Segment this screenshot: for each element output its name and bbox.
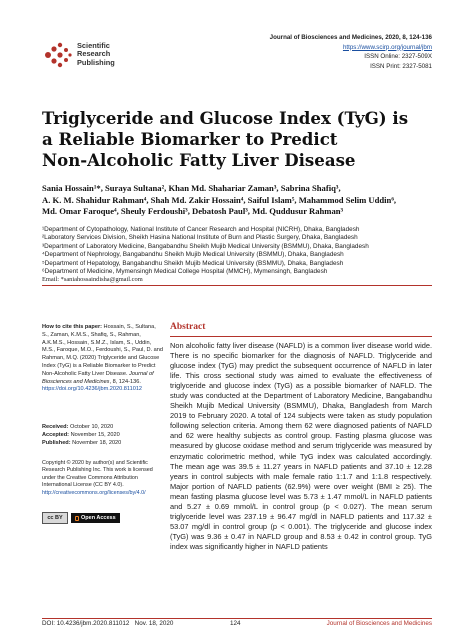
abstract-divider xyxy=(170,336,432,337)
issn-print: ISSN Print: 2327-5081 xyxy=(370,62,432,70)
received-label: Received: xyxy=(42,424,69,430)
header-divider xyxy=(42,285,432,286)
license-link[interactable]: http://creativecommons.org/licenses/by/4.0/ xyxy=(42,489,146,496)
citation-label: How to cite this paper: xyxy=(42,324,102,330)
authors-line-2: A. K. M. Shahidur Rahman⁴, Shah Md. Zakir Hossain⁴, Saiful Islam⁵, Mahammod Selim Uddin⁶, xyxy=(42,194,397,205)
authors-line-1: Sania Hossain¹*, Suraya Sultana², Khan Md. Shahariar Zaman³, Sabrina Shafiq³, xyxy=(42,183,341,193)
open-access-badge xyxy=(71,513,120,523)
citation-journal: Journal of Biosciences and Medicines xyxy=(42,370,154,385)
publisher-line-2: Research xyxy=(77,49,111,59)
issn-online: ISSN Online: 2327-509X xyxy=(364,53,432,61)
received-date xyxy=(42,424,164,432)
affiliation-3: ³Department of Laboratory Medicine, Bangabandhu Sheikh Mujib Medical University (BSMMU), Dhaka, Bangladesh xyxy=(42,242,369,250)
affiliation-4: ⁴Department of Nephrology, Bangabandhu Sheikh Mujib Medical University (BSMMU), Dhaka, Bangladesh xyxy=(42,251,344,259)
title-line-2: a Reliable Biomarker to Predict xyxy=(42,129,338,149)
copyright-text: Copyright © 2020 by author(s) and Scientific Research Publishing Inc. This work is licensed under the Creative Commons Attribution International License (CC BY 4.0). xyxy=(42,460,153,489)
publisher-logo[interactable] xyxy=(42,40,162,70)
affiliations xyxy=(42,226,442,285)
abstract-heading: Abstract xyxy=(170,322,206,332)
footer-date: Nov. 18, 2020 xyxy=(134,620,174,627)
journal-url-link[interactable]: https://www.scirp.org/journal/jbm xyxy=(342,43,432,51)
received-value: October 10, 2020 xyxy=(68,424,114,430)
journal-header xyxy=(270,33,432,71)
accepted-value: November 15, 2020 xyxy=(69,431,120,438)
authors-line-3: Md. Omar Faroque⁴, Sheuly Ferdoushi³, Debatosh Paul³, Md. Quddusur Rahman³ xyxy=(42,206,344,217)
open-lock-icon xyxy=(75,516,79,521)
accepted-date xyxy=(42,432,164,440)
open-access-label: Open Access xyxy=(81,515,116,521)
publisher-name xyxy=(77,42,115,67)
affiliation-5: ⁵Department of Hepatology, Bangabandhu Sheikh Mujib Medical University (BSMMU), Dhaka, Bangladesh xyxy=(42,259,344,267)
paper-title xyxy=(42,108,442,171)
citation-body: Hossain, S., Sultana, S., Zaman, K.M.S., Shafiq, S., Rahman, A.K.M.S., Hossain, S.M.Z., Islam, S., Uddin, M.S., Faroque, M.O., Ferdoushi, S., Paul, D. and Rahman, M.Q. (2020) Triglyceride and Glucose Index (TyG) is a Reliable Biomarker to Predict Non-Alcoholic Fatty Liver Disease. xyxy=(42,324,163,377)
accepted-label: Accepted: xyxy=(42,431,70,438)
footer-doi xyxy=(42,620,173,627)
citation-volume: , 8, 124-136. xyxy=(109,378,141,385)
citation-block xyxy=(42,324,164,394)
citation-doi-link[interactable]: https://doi.org/10.4236/jbm.2020.811012 xyxy=(42,386,143,393)
published-date xyxy=(42,440,164,448)
publisher-line-3: Publishing xyxy=(77,57,115,67)
footer-divider xyxy=(42,618,432,619)
license-badges xyxy=(42,513,120,523)
affiliation-1: ¹Department of Cytopathology, National Institute of Cancer Research and Hospital (NICRH), Dhaka, Bangladesh xyxy=(42,226,360,233)
abstract-text: Non alcoholic fatty liver disease (NAFLD) is a common liver disease world wide. There is no specific biomarker for the diagnosis of NAFLD. Triglyceride and glucose index (TyG) may predict the subsequent occurrence of NAFLD in later life. This cross sectional study was aimed to evaluate the effectiveness of triglyceride and glucose index (TyG) as a possible biomarker of NAFLD. The study was conducted at the Department of Laboratory Medicine, Bangabandhu Sheikh Mujib Medical University (BSMMU), Dhaka, Bangladesh from March 2019 to February 2020. A total of 124 subjects were taken as study population following selection criteria. Among them 62 were diagnosed patients of NAFLD and 62 were healthy subjects as control group. Fasting plasma glucose was measured by glucose oxidase method and serum triglyceride was measured by enzymatic colorimetric method, while TyG index was calculated accordingly. The mean age was 39.5 ± 11.27 years in NAFLD patients and 37.10 ± 12.28 years in control subjects with male female ratio 1:1.7 and 1:1.8 respectively. Major portion of NAFLD patients (62.9%) were over weight (BMI ≥ 25). The mean fasting plasma glucose level was 5.73 ± 1.47 mmol/L in NAFLD patients and 5.27 ± 0.69 mmol/L in control group (p < 0.027). The mean serum triglyceride level was 237.19 ± 96.47 mg/dl in NAFLD patients and 117.32 ± 53.07 mg/dl in control group (p < 0.001). The triglyceride and glucose index (TyG) was 9.36 ± 0.47 in NAFLD group and 8.53 ± 0.42 in control group. TyG index was significantly higher in NAFLD patients xyxy=(170,341,432,551)
publication-dates xyxy=(42,424,164,447)
title-line-1: Triglyceride and Glucose Index (TyG) is xyxy=(42,108,409,128)
cc-by-badge[interactable]: cc BY xyxy=(42,512,68,524)
corresponding-email[interactable]: Email: *saniahossaindisha@gmail.com xyxy=(42,276,143,284)
page-number: 124 xyxy=(230,620,241,627)
author-list xyxy=(42,183,442,218)
publisher-line-1: Scientific xyxy=(77,41,110,50)
journal-name: Journal of Biosciences and Medicines, 2020, 8, 124-136 xyxy=(269,34,432,41)
affiliation-2: ²Laboratory Services Division, Sheikh Hasina National Institute of Burn and Plastic Surgery, Dhaka, Bangladesh xyxy=(42,234,358,242)
published-value: November 18, 2020 xyxy=(70,439,122,446)
title-line-3: Non-Alcoholic Fatty Liver Disease xyxy=(42,150,356,170)
footer-doi-text: DOI: 10.4236/jbm.2020.811012 xyxy=(42,620,130,627)
scirp-logo-icon xyxy=(42,40,72,70)
published-label: Published: xyxy=(42,439,71,446)
copyright-block xyxy=(42,460,164,497)
footer-journal-name: Journal of Biosciences and Medicines xyxy=(326,620,432,627)
affiliation-6: ⁶Department of Medicine, Mymensingh Medical College Hospital (MMCH), Mymensingh, Bangladesh xyxy=(42,268,328,276)
